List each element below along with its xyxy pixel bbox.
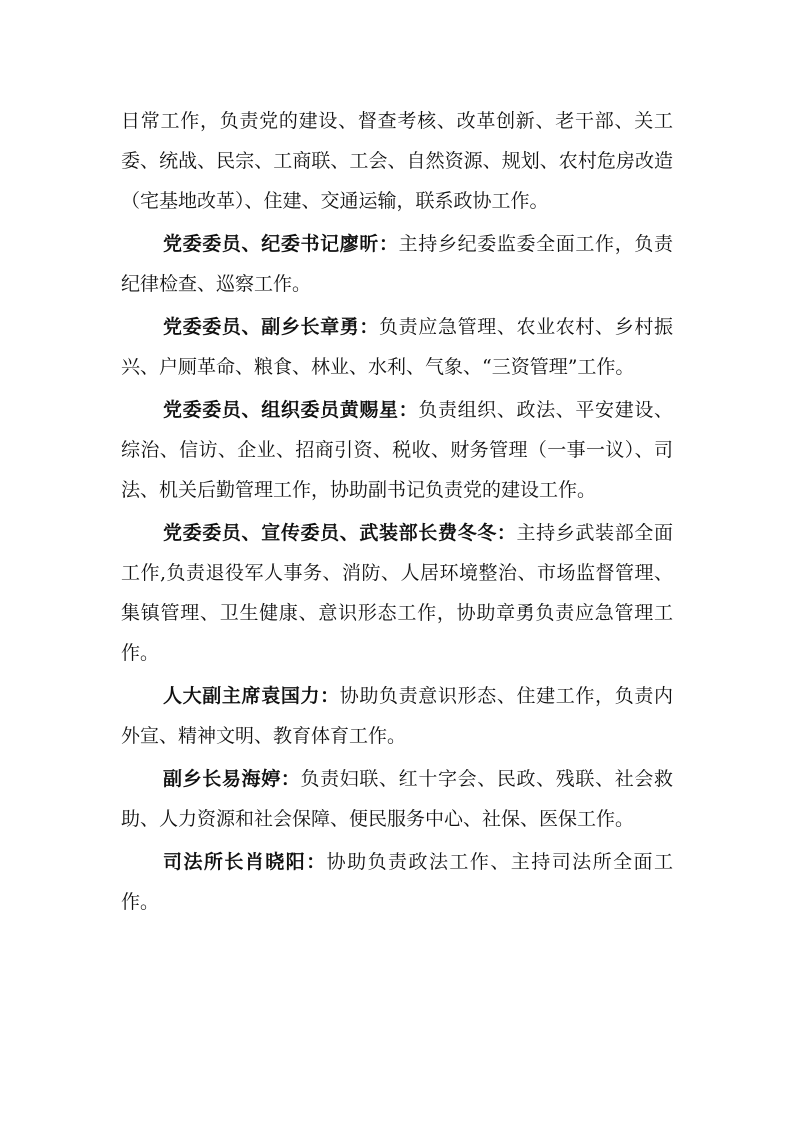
- paragraph-organization-member: [121, 390, 673, 510]
- role-heading: 党委委员、组织委员黄赐星：: [163, 399, 419, 421]
- role-heading: 党委委员、纪委书记廖昕：: [163, 233, 399, 255]
- paragraph-publicity-member: [121, 513, 673, 673]
- paragraph-npc-vice-chair: [121, 676, 673, 756]
- paragraph-deputy-township-head-yi: [121, 759, 673, 839]
- document-body: [121, 101, 673, 925]
- paragraph-discipline-secretary: [121, 224, 673, 304]
- role-heading: 党委委员、宣传委员、武装部长费冬冬：: [163, 522, 517, 544]
- paragraph-text: 日常工作，负责党的建设、督查考核、改革创新、老干部、关工委、统战、民宗、工商联、工会、自然资源、规划、农村危房改造（宅基地改革）、住建、交通运输，联系政协工作。: [121, 110, 673, 212]
- role-heading: 党委委员、副乡长章勇：: [163, 316, 380, 338]
- paragraph-text: 协助负责政法工作、主持司法所全面工作。: [121, 851, 673, 913]
- paragraph-text: 负责应急管理、农业农村、乡村振兴、户厕革命、粮食、林业、水利、气象、“三资管理”工作。: [121, 316, 673, 378]
- paragraph-text: 负责组织、政法、平安建设、综治、信访、企业、招商引资、税收、财务管理（一事一议）、司法、机关后勤管理工作，协助副书记负责党的建设工作。: [121, 399, 673, 501]
- paragraph-text: 负责妇联、红十字会、民政、残联、社会救助、人力资源和社会保障、便民服务中心、社保、医保工作。: [121, 768, 673, 830]
- paragraph-text: 主持乡武装部全面工作,负责退役军人事务、消防、人居环境整治、市场监督管理、集镇管理、卫生健康、意识形态工作，协助章勇负责应急管理工作。: [121, 522, 673, 664]
- paragraph-continuation: [121, 101, 673, 221]
- role-heading: 司法所长肖晓阳：: [163, 851, 327, 873]
- role-heading: 人大副主席袁国力：: [163, 685, 340, 707]
- paragraph-deputy-township-head-zhang: [121, 307, 673, 387]
- role-heading: 副乡长易海婷：: [163, 768, 301, 790]
- paragraph-text: 主持乡纪委监委全面工作，负责纪律检查、巡察工作。: [121, 233, 673, 295]
- paragraph-text: 协助负责意识形态、住建工作，负责内外宣、精神文明、教育体育工作。: [121, 685, 673, 747]
- paragraph-judicial-office-head: [121, 842, 673, 922]
